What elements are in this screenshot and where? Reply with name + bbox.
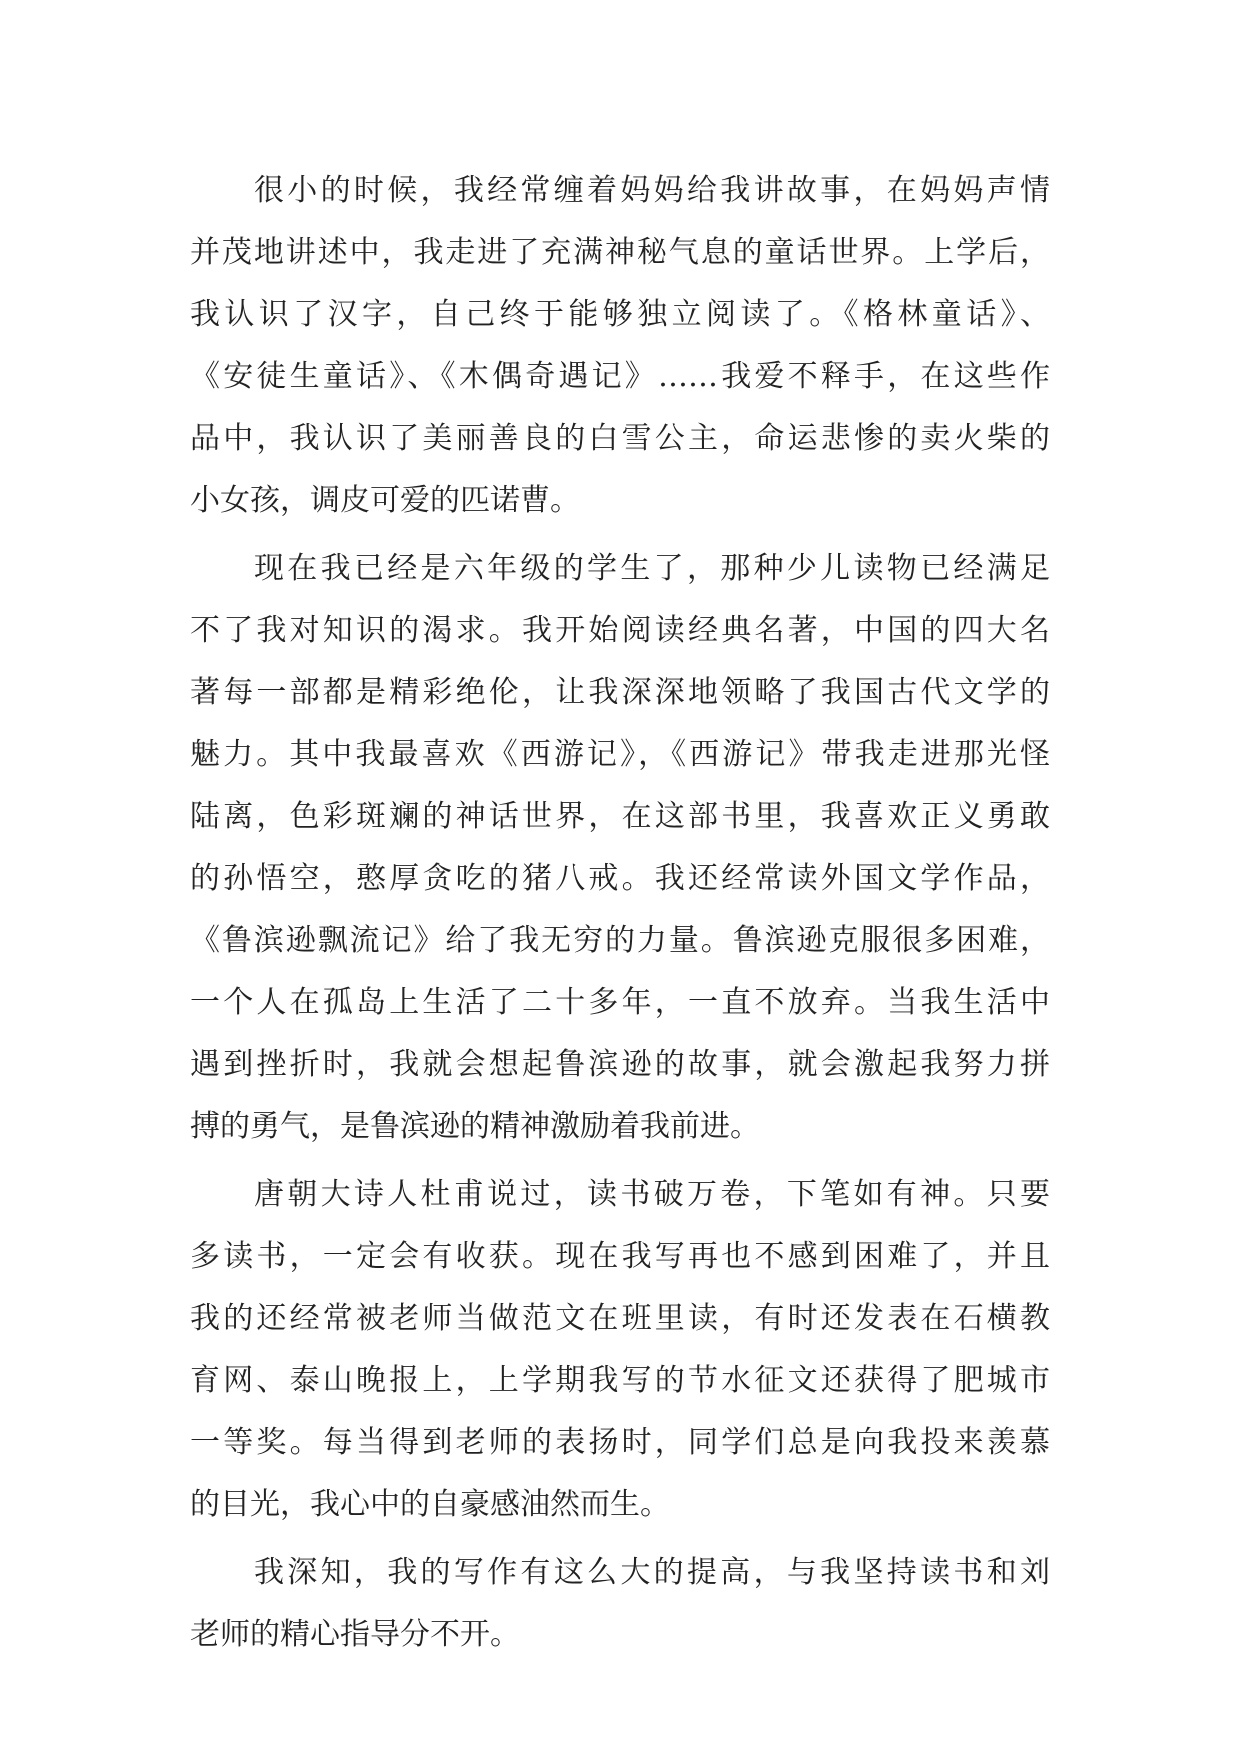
text-line: 一等奖。每当得到老师的表扬时，同学们总是向我投来羡慕 [190, 1425, 1050, 1460]
text-line: 一个人在孤岛上生活了二十多年，一直不放弃。当我生活中 [190, 985, 1050, 1020]
document-body [190, 160, 1050, 1672]
text-line: 的孙悟空，憨厚贪吃的猪八戒。我还经常读外国文学作品， [190, 861, 1050, 896]
text-line: 搏的勇气，是鲁滨逊的精神激励着我前进。 [190, 1109, 760, 1144]
text-line: 小女孩，调皮可爱的匹诺曹。 [190, 483, 580, 518]
text-line: 《安徒生童话》、《木偶奇遇记》……我爱不释手，在这些作 [190, 359, 1050, 394]
text-line: 魅力。其中我最喜欢《西游记》，《西游记》带我走进那光怪 [190, 737, 1050, 772]
text-line: 陆离，色彩斑斓的神话世界，在这部书里，我喜欢正义勇敢 [190, 799, 1050, 834]
text-line: 的目光，我心中的自豪感油然而生。 [190, 1487, 670, 1522]
text-line: 我的还经常被老师当做范文在班里读，有时还发表在石横教 [190, 1301, 1050, 1336]
text-line: 唐朝大诗人杜甫说过，读书破万卷，下笔如有神。只要 [254, 1177, 1050, 1212]
paragraph-1 [190, 160, 1050, 532]
text-line: 并茂地讲述中，我走进了充满神秘气息的童话世界。上学后， [190, 235, 1050, 270]
text-line: 育网、泰山晚报上，上学期我写的节水征文还获得了肥城市 [190, 1363, 1050, 1398]
text-line: 著每一部都是精彩绝伦，让我深深地领略了我国古代文学的 [190, 675, 1050, 710]
text-line: 现在我已经是六年级的学生了，那种少儿读物已经满足 [254, 551, 1050, 586]
paragraph-3 [190, 1164, 1050, 1536]
text-line: 品中，我认识了美丽善良的白雪公主，命运悲惨的卖火柴的 [190, 421, 1050, 456]
text-line: 我深知，我的写作有这么大的提高，与我坚持读书和刘 [254, 1555, 1050, 1590]
text-line: 遇到挫折时，我就会想起鲁滨逊的故事，就会激起我努力拼 [190, 1047, 1050, 1082]
text-line: 不了我对知识的渴求。我开始阅读经典名著，中国的四大名 [190, 613, 1050, 648]
text-line: 很小的时候，我经常缠着妈妈给我讲故事，在妈妈声情 [254, 173, 1050, 208]
text-line: 我认识了汉字，自己终于能够独立阅读了。《格林童话》、 [190, 297, 1050, 332]
paragraph-2 [190, 538, 1050, 1158]
text-line: 老师的精心指导分不开。 [190, 1617, 520, 1652]
text-line: 多读书，一定会有收获。现在我写再也不感到困难了，并且 [190, 1239, 1050, 1274]
paragraph-4 [190, 1542, 1050, 1666]
text-line: 《鲁滨逊飘流记》给了我无穷的力量。鲁滨逊克服很多困难， [190, 923, 1050, 958]
